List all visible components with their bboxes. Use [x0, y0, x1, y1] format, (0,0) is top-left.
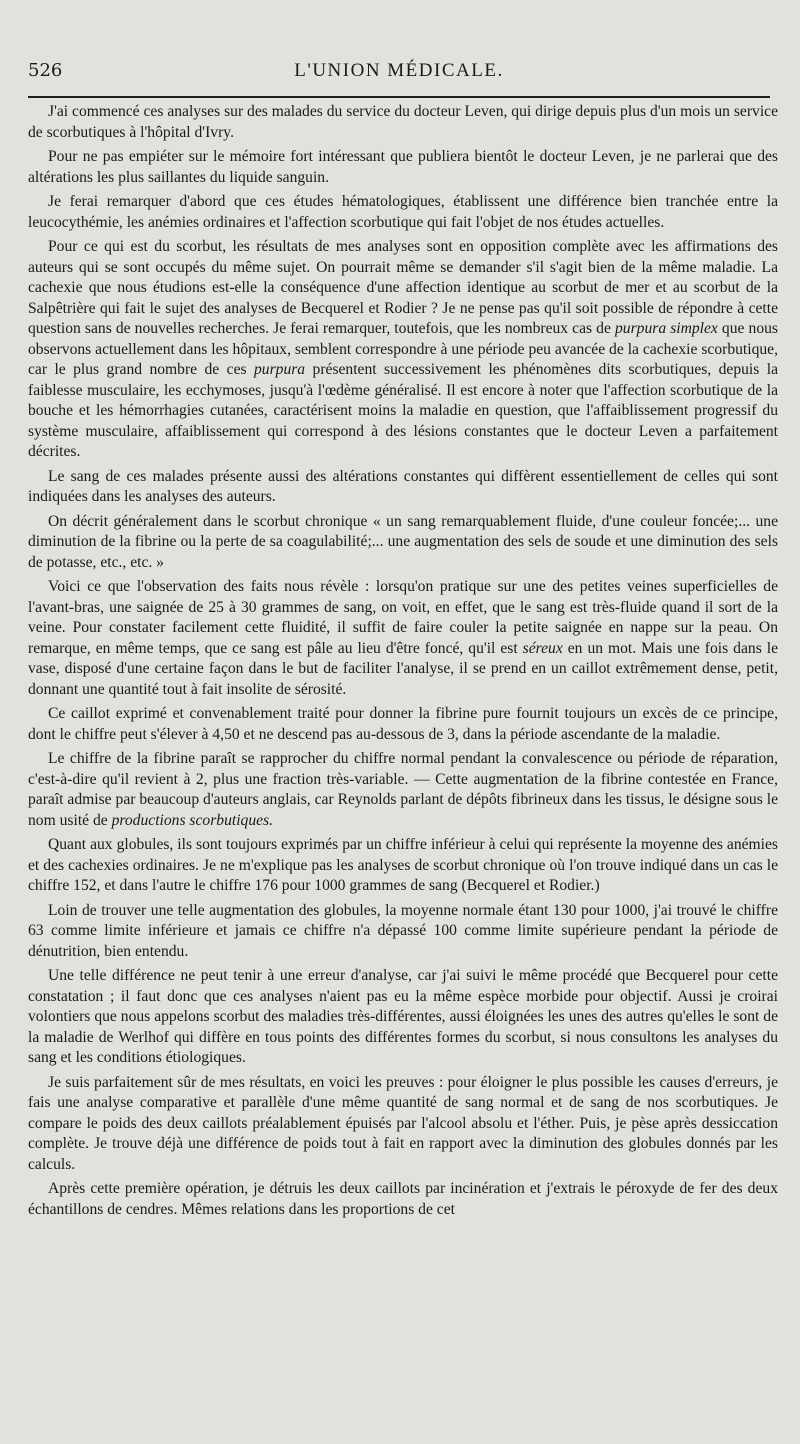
paragraph [28, 237, 778, 463]
paragraph [28, 577, 778, 700]
text-run: Une telle différence ne peut tenir à une erreur d'analyse, car j'ai suivi le même procédé que Becquerel pour cette constatation ; il faut donc que ces analyses n'aient pas eu la même espèce morbide pour objectif. Aussi je croirai volontiers que nous appelons scorbut des maladies très-différentes, aussi éloignées les unes des autres qu'elles le sont de la maladie de Werlhof qui diffère en tous points des différentes formes du scorbut, si nous consultons les analyses du sang et les conditions étiologiques. [28, 967, 778, 1066]
journal-title: L'UNION MÉDICALE. [294, 60, 504, 81]
text-run: Voici ce que l'observation des faits nous révèle : lorsqu'on pratique sur une des petites veines superficielles de l'avant-bras, une saignée de 25 à 30 grammes de sang, on voit, en effet, que le sang est très-fluide quand il sort de la veine. Pour constater facilement cette fluidité, il suffit de faire couler la petite saignée en nappe sur la peau. On remarque, en même temps, que ce sang est pâle au lieu d'être foncé, qu'il est [28, 578, 778, 657]
text-run: On décrit généralement dans le scorbut chronique « un sang remarquablement fluide, d'une couleur foncée;... une diminution de la fibrine ou la perte de sa coagulabilité;... une augmentation des sels de soude et une diminution des sels de potasse, etc., etc. » [28, 512, 778, 571]
paragraph [28, 147, 778, 188]
text-run: Le sang de ces malades présente aussi des altérations constantes qui diffèrent essentiellement de celles qui sont indiquées dans les analyses des auteurs. [28, 467, 778, 505]
paragraph [28, 512, 778, 574]
paragraph [28, 901, 778, 963]
paragraph [28, 835, 778, 897]
text-run: Ce caillot exprimé et convenablement traité pour donner la fibrine pure fournit toujours un excès de ce principe, dont le chiffre peut s'élever à 4,50 et ne descend pas au-dessous de 3, dans la période ascendante de la maladie. [28, 705, 778, 743]
paragraph [28, 704, 778, 745]
text-run: que nous observons actuellement dans les hôpitaux, semblent correspondre à une période peu avancée de la cachexie scorbutique, car le plus grand nombre de ces [28, 320, 778, 378]
article-body [28, 102, 778, 1224]
paragraph [28, 749, 778, 831]
text-run: Loin de trouver une telle augmentation des globules, la moyenne normale étant 130 pour 1000, j'ai trouvé le chiffre 63 comme limite inférieure et jamais ce chiffre n'a dépassé 100 comme limite supérieure pendant la période de dénutrition, bien entendu. [28, 901, 778, 960]
paragraph [28, 102, 778, 143]
text-run: Après cette première opération, je détruis les deux caillots par incinération et j'extrais le péroxyde de fer des deux échantillons de cendres. Mêmes relations dans les proportions de cet [28, 1180, 778, 1218]
paragraph [28, 467, 778, 508]
text-run: Je ferai remarquer d'abord que ces études hématologiques, établissent une différence bien tranchée entre la leucocythémie, les anémies ordinaires et l'affection scorbutique qui fait l'objet de nos études actuelles. [28, 193, 778, 231]
header-rule [28, 96, 770, 98]
italic-term: productions scorbutiques. [111, 811, 274, 829]
text-run: présentent successivement les phénomènes dits scorbutiques, depuis la faiblesse musculaire, les ecchymoses, jusqu'à l'œdème généralisé. Il est encore à noter que l'affection scorbutique de la bouche et les hémorrhagies cutanées, caractérisent moins la maladie en question, que l'affaiblissement progressif du système musculaire, affaiblissement qui correspond à des lésions constantes que le docteur Leven a parfaitement décrites. [28, 361, 779, 460]
page-header [28, 60, 770, 86]
text-run: Pour ce qui est du scorbut, les résultats de mes analyses sont en opposition complète avec les affirmations des auteurs qui se sont occupés du même sujet. On pourrait même se demander s'il s'agit bien de la même maladie. La cachexie que nous étudions est-elle la conséquence d'une affection identique au scorbut de mer et au scorbut de la Salpêtrière qui fait le sujet des analyses de Becquerel et Rodier ? Je ne pense pas qu'il soit possible de répondre à cette question sans de nouvelles recherches. Je ferai remarquer, toutefois, que les nombreux cas de [28, 238, 778, 337]
text-run: J'ai commencé ces analyses sur des malades du service du docteur Leven, qui dirige depuis plus d'un mois un service de scorbutiques à l'hôpital d'Ivry. [28, 103, 778, 141]
italic-term: purpura simplex [615, 320, 718, 337]
text-run: Quant aux globules, ils sont toujours exprimés par un chiffre inférieur à celui qui représente la moyenne des anémies et des cachexies ordinaires. Je ne m'explique pas les analyses de scorbut chronique où l'on trouve indiqué dans un cas le chiffre 152, et dans l'autre le chiffre 176 pour 1000 grammes de sang (Becquerel et Rodier.) [28, 836, 778, 894]
paragraph [28, 966, 778, 1069]
italic-term: purpura [253, 361, 306, 378]
paragraph [28, 192, 778, 233]
italic-term: séreux [522, 639, 563, 657]
paragraph [28, 1179, 778, 1220]
text-run: en un mot. Mais une fois dans le vase, disposé d'une certaine façon dans le but de faciliter l'analyse, il se prend en un caillot extrêmement dense, petit, donnant une quantité tout à fait insolite de sérosité. [28, 639, 778, 698]
paragraph [28, 1073, 778, 1176]
text-run: Pour ne pas empiéter sur le mémoire fort intéressant que publiera bientôt le docteur Leven, je ne parlerai que des altérations les plus saillantes du liquide sanguin. [28, 148, 778, 186]
text-run: Je suis parfaitement sûr de mes résultats, en voici les preuves : pour éloigner le plus possible les causes d'erreurs, je fais une analyse comparative et parallèle d'une même quantité de sang normal et de sang de nos scorbutiques. Je compare le poids des deux caillots préalablement épuisés par l'alcool absolu et l'éther. Puis, je pèse après dessiccation complète. Je trouve déjà une différence de poids tout à fait en rapport avec la diminution des globules donnés par les calculs. [28, 1073, 778, 1173]
page-number: 526 [28, 60, 63, 81]
text-run: Le chiffre de la fibrine paraît se rapprocher du chiffre normal pendant la convalescence ou période de réparation, c'est-à-dire qu'il revient à 2, plus une fraction très-variable. — Cette augmentation de la fibrine contestée en France, paraît admise par beaucoup d'auteurs anglais, car Reynolds parlant de dépôts fibrineux dans les tissus, le désigne sous le nom usité de [28, 750, 778, 829]
